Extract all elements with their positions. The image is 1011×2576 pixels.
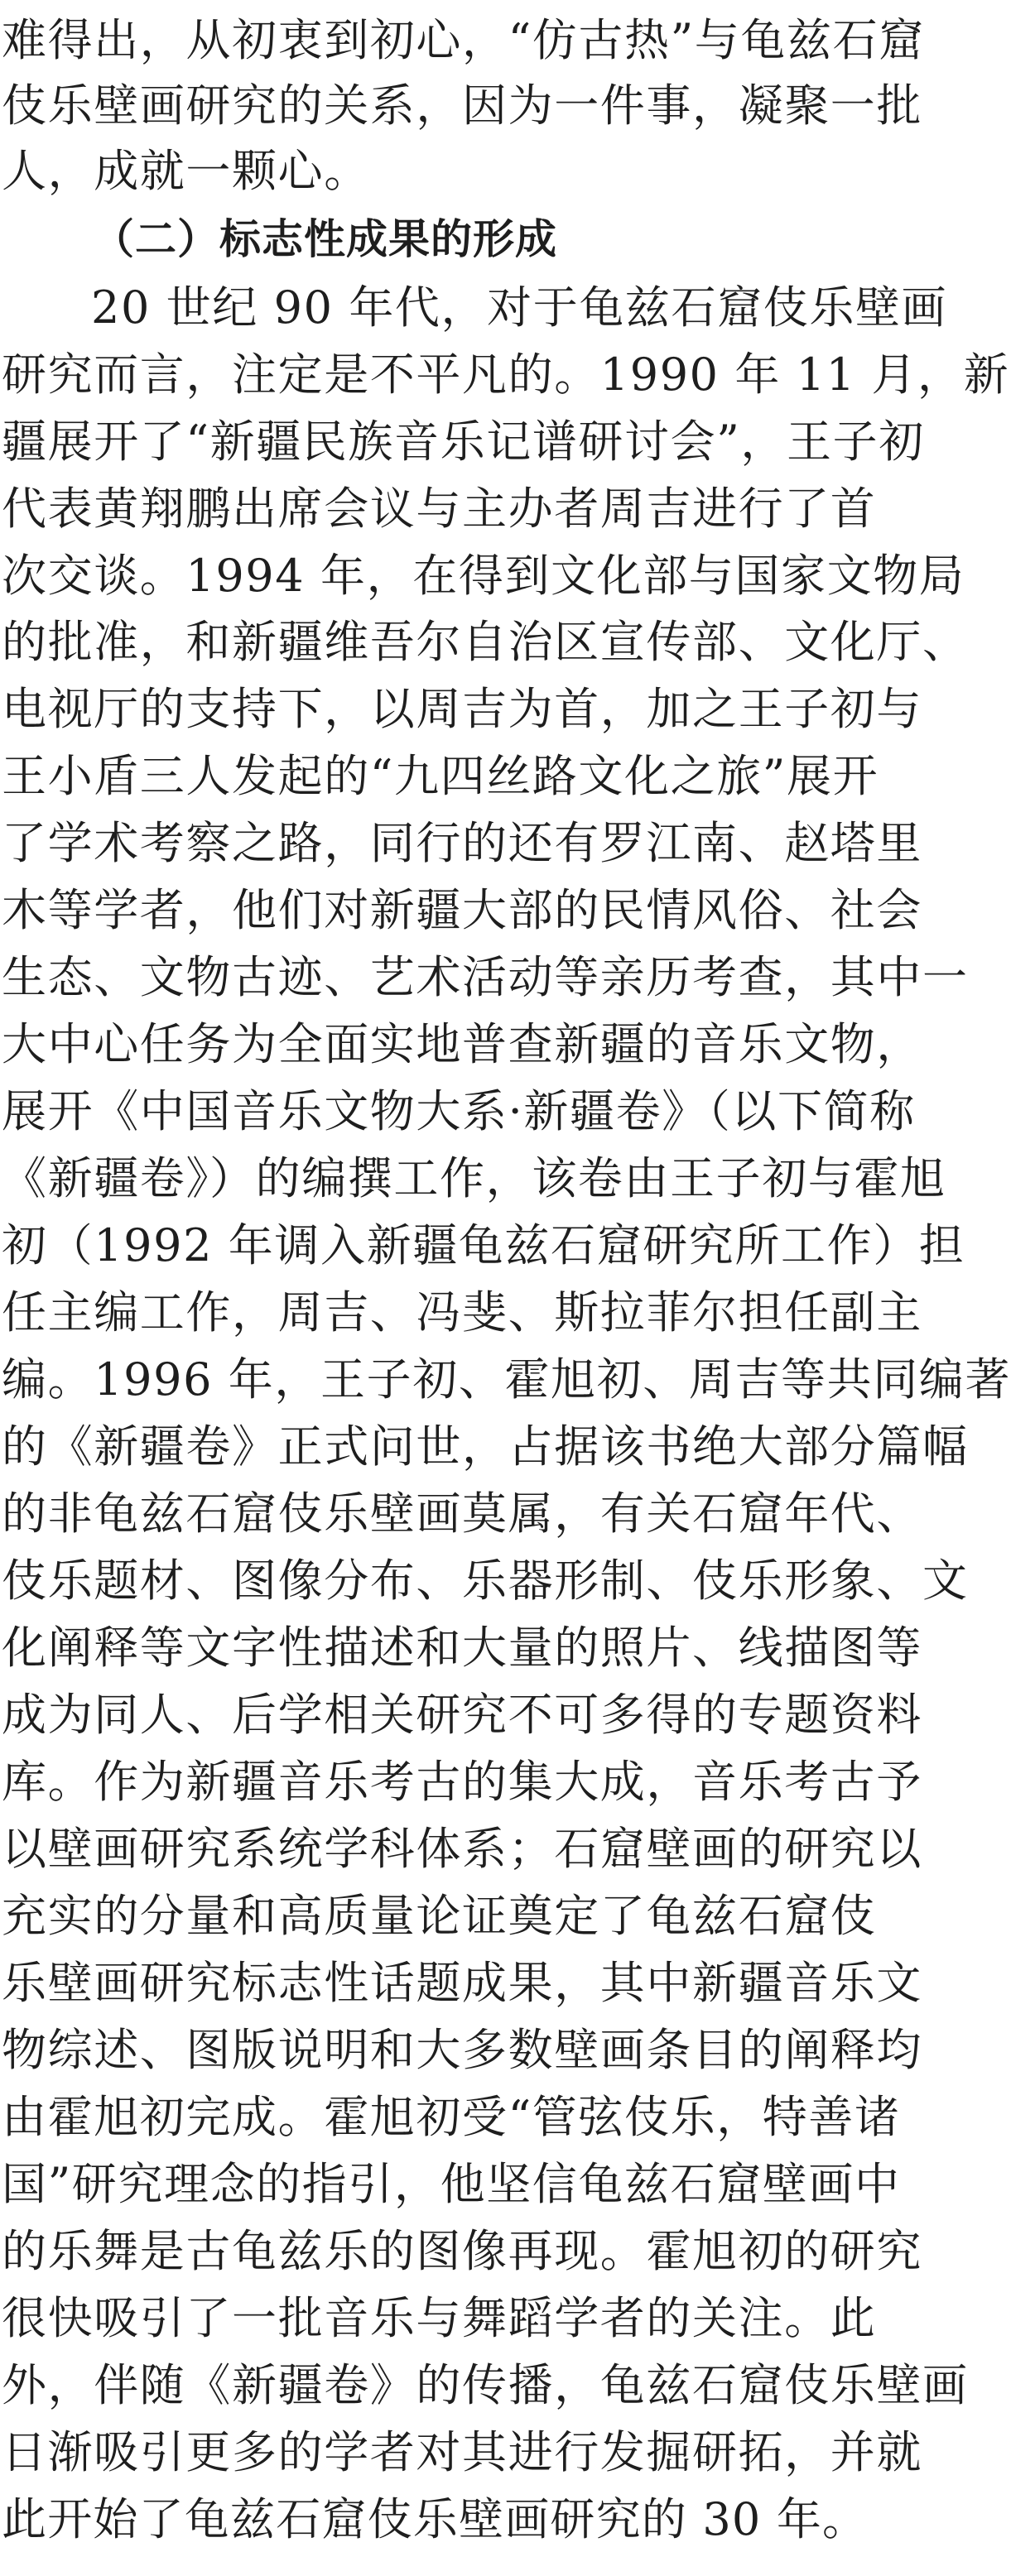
- text-line: 编。1996 年，王子初、霍旭初、周吉等共同编著: [2, 1353, 1011, 1406]
- text-line: 20 世纪 90 年代，对于龟兹石窟伎乐壁画: [91, 281, 948, 334]
- text-line: 物综述、图版说明和大多数壁画条目的阐释均: [2, 2024, 922, 2076]
- text-line: 的批准，和新疆维吾尔自治区宣传部、文化厅、: [2, 616, 969, 668]
- text-line: 伎乐壁画研究的关系，因为一件事，凝聚一批: [2, 79, 922, 132]
- text-line: 电视厅的支持下，以周吉为首，加之王子初与: [2, 683, 922, 735]
- text-line: 的《新疆卷》正式问世，占据该书绝大部分篇幅: [2, 1420, 969, 1473]
- text-line: 木等学者，他们对新疆大部的民情风俗、社会: [2, 884, 922, 936]
- text-line: 代表黄翔鹏出席会议与主办者周吉进行了首: [2, 483, 877, 535]
- text-line: 乐壁画研究标志性话题成果，其中新疆音乐文: [2, 1957, 922, 2009]
- text-line: 此开始了龟兹石窟伎乐壁画研究的 30 年。: [2, 2493, 869, 2545]
- text-line: 国”研究理念的指引，他坚信龟兹石窟壁画中: [2, 2158, 901, 2210]
- text-line: 人，成就一颗心。: [2, 145, 370, 197]
- text-line: 充实的分量和高质量论证奠定了龟兹石窟伎: [2, 1890, 877, 1942]
- text-line: 展开《中国音乐文物大系·新疆卷》（以下简称: [2, 1085, 916, 1137]
- text-line: 了学术考察之路，同行的还有罗江南、赵塔里: [2, 817, 922, 869]
- text-line: 的非龟兹石窟伎乐壁画莫属，有关石窟年代、: [2, 1487, 922, 1540]
- text-line: 初（1992 年调入新疆龟兹石窟研究所工作）担: [2, 1219, 965, 1271]
- text-line: 日渐吸引更多的学者对其进行发掘研拓，并就: [2, 2426, 922, 2478]
- text-line: 生态、文物古迹、艺术活动等亲历考查，其中一: [2, 951, 969, 1003]
- text-line: 难得出，从初衷到初心，“仿古热”与龟兹石窟: [2, 14, 925, 66]
- text-line: 研究而言，注定是不平凡的。1990 年 11 月，新: [2, 348, 1010, 401]
- text-line: 《新疆卷》）的编撰工作，该卷由王子初与霍旭: [2, 1152, 946, 1204]
- text-line: 外，伴随《新疆卷》的传播，龟兹石窟伎乐壁画: [2, 2359, 969, 2411]
- text-line: 大中心任务为全面实地普查新疆的音乐文物，: [2, 1018, 922, 1070]
- text-line: 的乐舞是古龟兹乐的图像再现。霍旭初的研究: [2, 2225, 922, 2277]
- text-line: 由霍旭初完成。霍旭初受“管弦伎乐，特善诸: [2, 2091, 901, 2143]
- text-line: 王小盾三人发起的“九四丝路文化之旅”展开: [2, 750, 879, 802]
- section-heading: （二）标志性成果的形成: [93, 215, 557, 263]
- text-line: 伎乐题材、图像分布、乐器形制、伎乐形象、文: [2, 1555, 969, 1607]
- text-line: 很快吸引了一批音乐与舞蹈学者的关注。此: [2, 2292, 877, 2344]
- text-line: 库。作为新疆音乐考古的集大成，音乐考古予: [2, 1756, 922, 1808]
- text-line: 疆展开了“新疆民族音乐记谱研讨会”，王子初: [2, 416, 925, 468]
- text-line: 次交谈。1994 年，在得到文化部与国家文物局: [2, 550, 965, 602]
- text-line: 任主编工作，周吉、冯斐、斯拉菲尔担任副主: [2, 1286, 922, 1338]
- text-line: 成为同人、后学相关研究不可多得的专题资料: [2, 1689, 922, 1741]
- text-line: 以壁画研究系统学科体系；石窟壁画的研究以: [2, 1823, 922, 1875]
- text-line: 化阐释等文字性描述和大量的照片、线描图等: [2, 1622, 922, 1674]
